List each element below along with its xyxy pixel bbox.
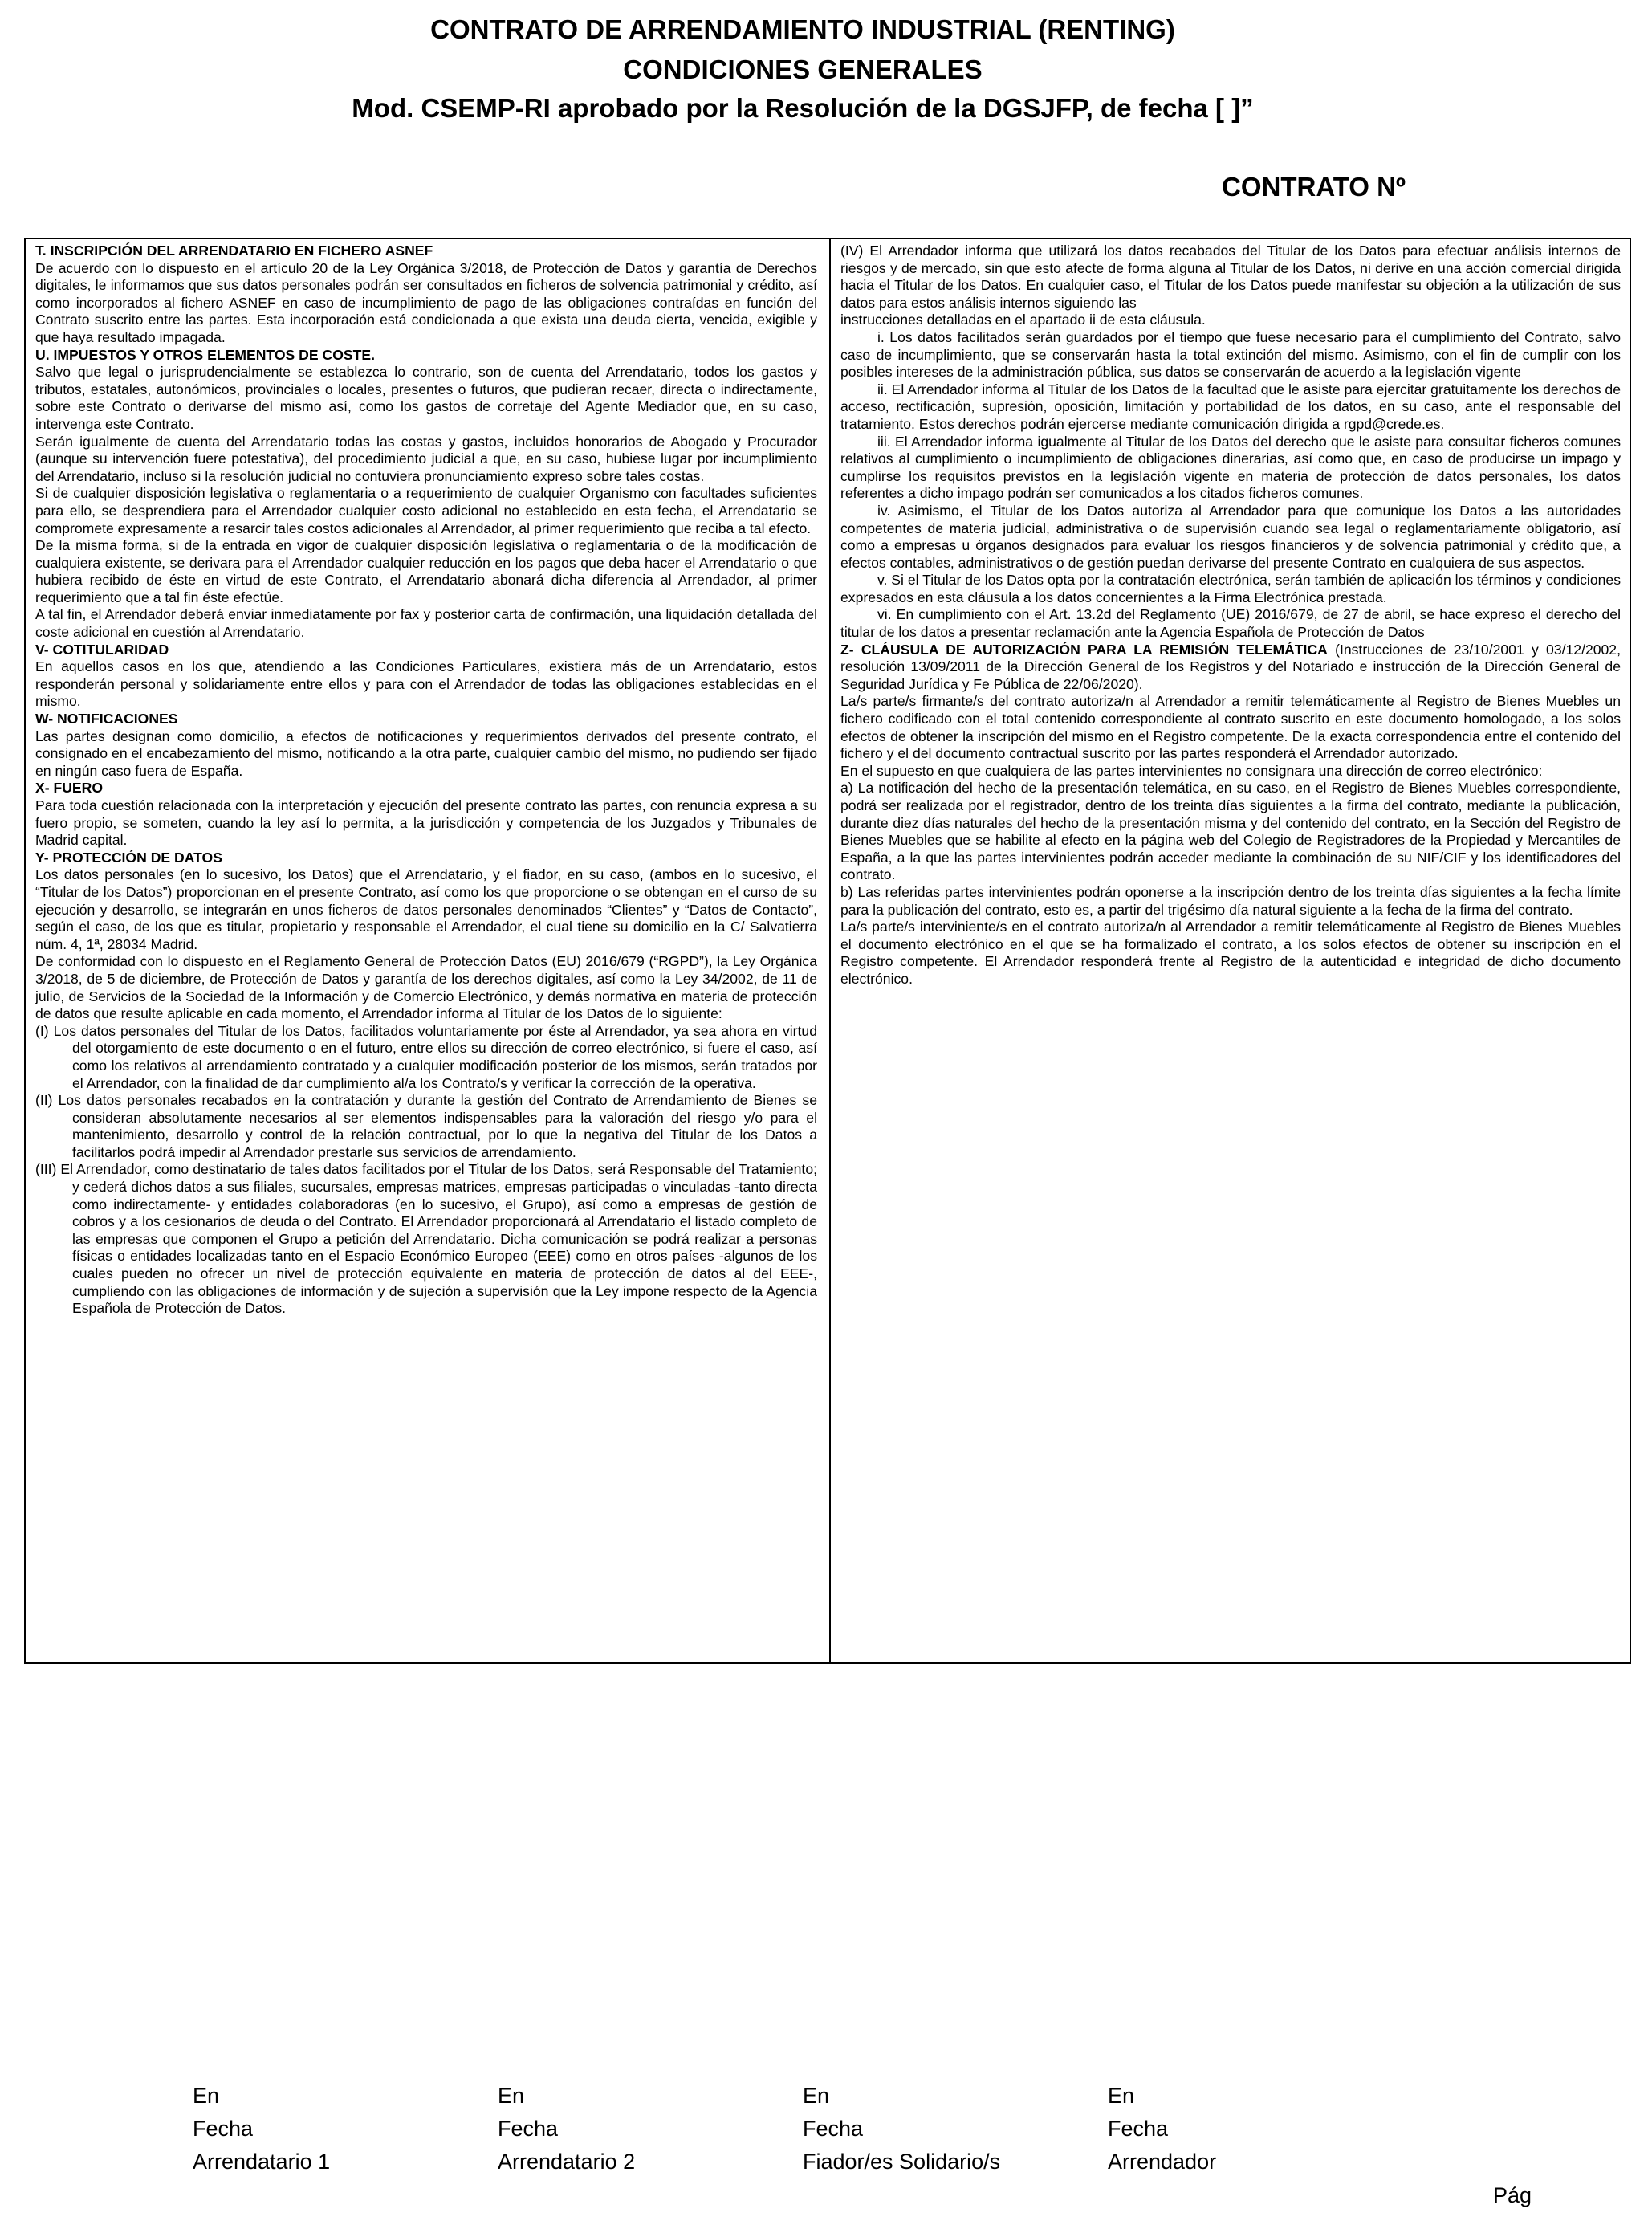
section-z-text-2: En el supuesto en que cualquiera de las partes intervinientes no consignara una dirección de correo electrónico: — [840, 762, 1543, 779]
section-y-item-i: (I) Los datos personales del Titular de los Datos, facilitados voluntariamente por éste al Arrendador, ya sea ahora en virtud del otorgamiento de este documento o en el futuro, entre ellos su dirección de correo electrónico, si fuere el caso, así como los relativos al arrendamiento contratado y a cualquier modificación posterior de los mismos, serán tratados por el Arrendador, con la finalidad de dar cumplimiento al/a los Contrato/s y verificar la corrección de la operativa. — [35, 1022, 817, 1091]
signature-role: Arrendatario 1 — [193, 2150, 331, 2174]
page-number-label: Pág — [1493, 2183, 1532, 2207]
right-column — [840, 242, 1621, 988]
signature-fecha: Fecha — [498, 2117, 559, 2141]
document-subtitle: CONDICIONES GENERALES — [623, 55, 983, 84]
section-y-text-1: Los datos personales (en lo sucesivo, los Datos) que el Arrendatario, y el fiador, en su caso, (ambos en lo sucesivo, el “Titular de los Datos”) proporcionan en el presente Contrato, así como los que proporcione o se obtengan en el curso de su ejecución y desarrollo, se integrarán en unos ficheros de datos personales denominados “Clientes” y “Datos de Contacto”, según el caso, de los que es titular, propietario y responsable el Arrendador, el cual tiene su domicilio en la C/ Salvatierra núm. 4, 1ª, 28034 Madrid. — [35, 866, 817, 952]
signature-block-4 — [1108, 2080, 1216, 2178]
section-y-item-iii: (III) El Arrendador, como destinatario de tales datos facilitados por el Titular de los Datos, será Responsable del Tratamiento; y cederá dichos datos a sus filiales, sucursales, empresas matrices, empresas participadas o vinculadas -tanto directa como indirectamente- y entidades colaboradoras (en lo sucesivo, el Grupo), así como a empresas de gestión de cobros y a los cesionarios de deuda o del Contrato. El Arrendador proporcionará al Arrendatario el listado completo de las empresas que componen el Grupo a petición del Arrendatario. Dicha comunicación se podrá realizar a personas físicas o entidades localizadas tanto en el Espacio Económico Europeo (EEE) como en otros países -algunos de los cuales pueden no ofrecer un nivel de protección equivalente en materia de protección de datos al del EEE-, cumpliendo con las obligaciones de información y de sujeción a supervisión que la Ley impone respecto de la Agencia Española de Protección de Datos. — [35, 1161, 817, 1317]
section-y-text-2: De conformidad con lo dispuesto en el Reglamento General de Protección Datos (EU) 2016/679 (“RGPD”), la Ley Orgánica 3/2018, de 5 de diciembre, de Protección de Datos y garantía de los derechos digitales, así como la Ley 34/2002, de 11 de julio, de Servicios de la Sociedad de la Información y de Comercio Electrónico, y demás normativa en materia de protección de datos que resulte aplicable en cada momento, el Arrendador informa al Titular de los Datos de lo siguiente: — [35, 953, 817, 1022]
section-y-item-ii: (II) Los datos personales recabados en la contratación y durante la gestión del Contrato de Arrendamiento de Bienes se consideran absolutamente necesarios al ser elementos indispensables para la valoración del riesgo y/o para el mantenimiento, desarrollo y control de la relación contractual, por lo que la negativa del Titular de los Datos a facilitarlos podrá impedir al Arrendador prestarle sus servicios de arrendamiento. — [35, 1092, 817, 1160]
conditions-table — [24, 238, 1631, 1664]
section-y-title: Y- PROTECCIÓN DE DATOS — [35, 849, 222, 866]
section-u-text-1: Salvo que legal o jurisprudencialmente se establezca lo contrario, son de cuenta del Arrendatario, todos los gastos y tributos, estatales, autonómicos, provinciales o locales, presentes o futuros, que pudieran recaer, directa o indirectamente, sobre este Contrato o derivarse del mismo así, como los gastos de corretaje del Agente Mediador que, en su caso, intervenga este Contrato. — [35, 364, 817, 432]
signature-role: Fiador/es Solidario/s — [803, 2150, 1001, 2174]
section-x-text: Para toda cuestión relacionada con la interpretación y ejecución del presente contrato las partes, con renuncia expresa a su fuero propio, se someten, cuando la ley así lo permita, a la jurisdicción y competencia de los Juzgados y Tribunales de Madrid capital. — [35, 797, 817, 849]
model-reference: Mod. CSEMP-RI aprobado por la Resolución de la DGSJFP, de fecha [ ]” — [352, 93, 1254, 123]
sub-item-ii: ii. El Arrendador informa al Titular de los Datos de la facultad que le asiste para ejercitar gratuitamente los derechos de acceso, rectificación, supresión, oposición, limitación y portabilidad de los datos, en su caso, ante el responsable del tratamiento. Estos derechos podrán ejercerse mediante comunicación dirigida a rgpd@crede.es. — [840, 381, 1621, 432]
signature-block-1 — [193, 2080, 330, 2178]
sub-item-i: i. Los datos facilitados serán guardados por el tiempo que fuese necesario para el cumplimiento del Contrato, salvo caso de incumplimiento, que se conservarán hasta la total extinción del mismo. Asimismo, con el fin de cumplir con los posibles intereses de la administración pública, sus datos se conservarán de acuerdo a la legislación vigente — [840, 328, 1621, 381]
section-t-text: De acuerdo con lo dispuesto en el artículo 20 de la Ley Orgánica 3/2018, de Protección de Datos y garantía de Derechos digitales, le informamos que sus datos personales podrán ser consultados en ficheros de solvencia patrimonial y crédito, así como incorporados al fichero ASNEF en caso de incumplimiento de pago de las obligaciones contraídas en función del Contrato suscrito entre las partes. Esta incorporación está condicionada a que exista una deuda cierta, vencida, exigible y que haya resultado impagada. — [35, 259, 817, 345]
section-w-title: W- NOTIFICACIONES — [35, 711, 178, 727]
signature-role: Arrendatario 2 — [498, 2150, 636, 2174]
signature-block-3 — [803, 2080, 1000, 2178]
section-v-text: En aquellos casos en los que, atendiendo a las Condiciones Particulares, existiera más de un Arrendatario, estos responderán personal y solidariamente entre ellos y para con el Arrendador de todas las obligaciones establecidas en el mismo. — [35, 658, 817, 710]
section-t-title: T. INSCRIPCIÓN DEL ARRENDATARIO EN FICHERO ASNEF — [35, 242, 433, 259]
signature-en: En — [1108, 2084, 1135, 2108]
signature-fecha: Fecha — [803, 2117, 864, 2141]
signature-en: En — [498, 2084, 525, 2108]
section-u-text-5: A tal fin, el Arrendador deberá enviar inmediatamente por fax y posterior carta de confirmación, una liquidación detallada del coste adicional en cuestión al Arrendatario. — [35, 606, 817, 641]
section-z-text-3: La/s parte/s interviniente/s en el contrato autoriza/n al Arrendador a remitir telemáticamente al Registro de Bienes Muebles el documento electrónico en el que se ha formalizado el contrato, a los solos efectos de obtener su inscripción en el Registro competente. El Arrendador responderá frente al Registro de la autenticidad e integridad de dicho documento electrónico. — [840, 919, 1621, 987]
section-u-text-2: Serán igualmente de cuenta del Arrendatario todas las costas y gastos, incluidos honorarios de Abogado y Procurador (aunque su intervención fuere potestativa), del procedimiento judicial a que, en su caso, hubiese lugar por incumplimiento del Arrendatario, incluso si la resolución judicial no contuviera pronunciamiento expreso sobre tales costas. — [35, 433, 817, 484]
section-x-title: X- FUERO — [35, 780, 104, 797]
column-divider — [829, 239, 831, 1662]
section-u-text-3: Si de cualquier disposición legislativa o reglamentaria o a requerimiento de cualquier Organismo con facultades suficientes para ello, se desprendiera para el Arrendador cualquier costo adicional no establecido en esta fecha, el Arrendatario se compromete expresamente a resarcir tales costos adicionales al Arrendador, al primer requerimiento que reciba a tal efecto. — [35, 485, 817, 536]
section-z-item-b: b) Las referidas partes intervinientes podrán oponerse a la inscripción dentro de los treinta días siguientes a la fecha límite para la publicación del contrato, esto es, a partir del trigésimo día natural siguiente a la fecha de la firma del contrato. — [840, 883, 1621, 918]
signature-block-2 — [498, 2080, 635, 2178]
document-title: CONTRATO DE ARRENDAMIENTO INDUSTRIAL (RENTING) — [430, 14, 1175, 44]
section-u-title: U. IMPUESTOS Y OTROS ELEMENTOS DE COSTE. — [35, 346, 375, 363]
sub-item-iii: iii. El Arrendador informa igualmente al Titular de los Datos del derecho que le asiste para consultar ficheros comunes relativos al cumplimiento o incumplimiento de obligaciones dinerarias, así como que, en caso de producirse un impago y cumplirse los requisitos previstos en la legislación vigente en materia de protección de datos personales, los datos referentes a dicho impago podrán ser comunicados a los citados ficheros comunes. — [840, 433, 1621, 502]
sub-item-v: v. Si el Titular de los Datos opta por la contratación electrónica, serán también de aplicación los términos y condiciones expresados en esta cláusula a los datos concernientes a la Firma Electrónica prestada. — [840, 572, 1621, 605]
left-column — [35, 242, 817, 1318]
section-z-title-rest: (Instrucciones de 23/10/2001 y 03/12/2002, resolución 13/09/2011 de la Dirección General de los Registros y del Notariado e instrucción de la Dirección General de Seguridad Jurídica y Fe Pública de 22/06/2020). — [840, 641, 1621, 692]
section-z-item-a: a) La notificación del hecho de la presentación telemática, en su caso, en el Registro de Bienes Muebles correspondiente, podrá ser realizada por el registrador, dentro de los treinta días siguientes a la firma del contrato, mediante la publicación, durante diez días naturales del hecho de la presentación misma y del contenido del contrato, en la Sección del Registro de Bienes Muebles que se habilite al efecto en la página web del Colegio de Registradores de la Propiedad y Mercantiles de España, a la que las partes intervinientes podrán acceder mediante la combinación de su NIF/CIF y los identificadores del contrato. — [840, 780, 1621, 883]
sub-item-iv: iv. Asimismo, el Titular de los Datos autoriza al Arrendador para que comunique los Datos a las autoridades competentes de materia judicial, administrativa o de supervisión cuando sea legal o reglamentariamente obligatorio, así como a empresas u órganos designados para evaluar los riesgos financieros y de solvencia patrimonial y crédito que, a efectos contables, administrativos o de gestión puedan derivarse del presente Contrato en cualquiera de sus aspectos. — [840, 502, 1621, 571]
section-y-item-iv: (IV) El Arrendador informa que utilizará los datos recabados del Titular de los Datos para efectuar análisis internos de riesgos y de mercado, sin que esto afecte de forma alguna al Titular de los Datos, ni derive en una acción comercial dirigida hacia el Titular de los Datos. En cualquier caso, el Titular de los Datos puede manifestar su objeción a la utilización de sus datos para estos análisis internos siguiendo las — [840, 242, 1621, 311]
section-w-text: Las partes designan como domicilio, a efectos de notificaciones y requerimientos derivados del presente contrato, el consignado en el encabezamiento del mismo, notificando a la otra parte, cualquier cambio del mismo, no pudiendo ser fijado en ningún caso fuera de España. — [35, 727, 817, 779]
signature-en: En — [803, 2084, 830, 2108]
signature-fecha: Fecha — [193, 2117, 254, 2141]
signature-en: En — [193, 2084, 220, 2108]
sub-item-vi: vi. En cumplimiento con el Art. 13.2d del Reglamento (UE) 2016/679, de 27 de abril, se hace expreso el derecho del titular de los datos a presentar reclamación ante la Agencia Española de Protección de Datos — [840, 606, 1621, 641]
signature-role: Arrendador — [1108, 2150, 1217, 2174]
section-z-text-1: La/s parte/s firmante/s del contrato autoriza/n al Arrendador a remitir telemáticamente al Registro de Bienes Muebles un fichero codificado con el total contenido correspondiente al contrato suscrito en este documento homologado, a los solos efectos de obtener la inscripción del mismo en el Registro competente. De la exacta correspondencia entre el contenido del fichero y el del documento contractual suscrito por las partes responderá el Arrendador autorizado. — [840, 693, 1621, 762]
section-z-heading — [840, 642, 1621, 694]
section-z-title: Z- CLÁUSULA DE AUTORIZACIÓN PARA LA REMISIÓN TELEMÁTICA — [840, 641, 1328, 658]
contract-number-label: CONTRATO Nº — [1222, 172, 1406, 202]
section-u-text-4: De la misma forma, si de la entrada en vigor de cualquier disposición legislativa o reglamentaria o de la modificación de cualquiera existente, se derivara para el Arrendador cualquier reducción en los pagos que deba hacer el Arrendatario o que hubiera recibido de éste en virtud de este Contrato, el Arrendatario abonará dicha diferencia al Arrendador, al primer requerimiento que a tal fin éste efectúe. — [35, 537, 817, 605]
section-y-item-iv-cont: instrucciones detalladas en el apartado ii de esta cláusula. — [840, 312, 1206, 328]
section-v-title: V- COTITULARIDAD — [35, 641, 169, 658]
signature-fecha: Fecha — [1108, 2117, 1169, 2141]
